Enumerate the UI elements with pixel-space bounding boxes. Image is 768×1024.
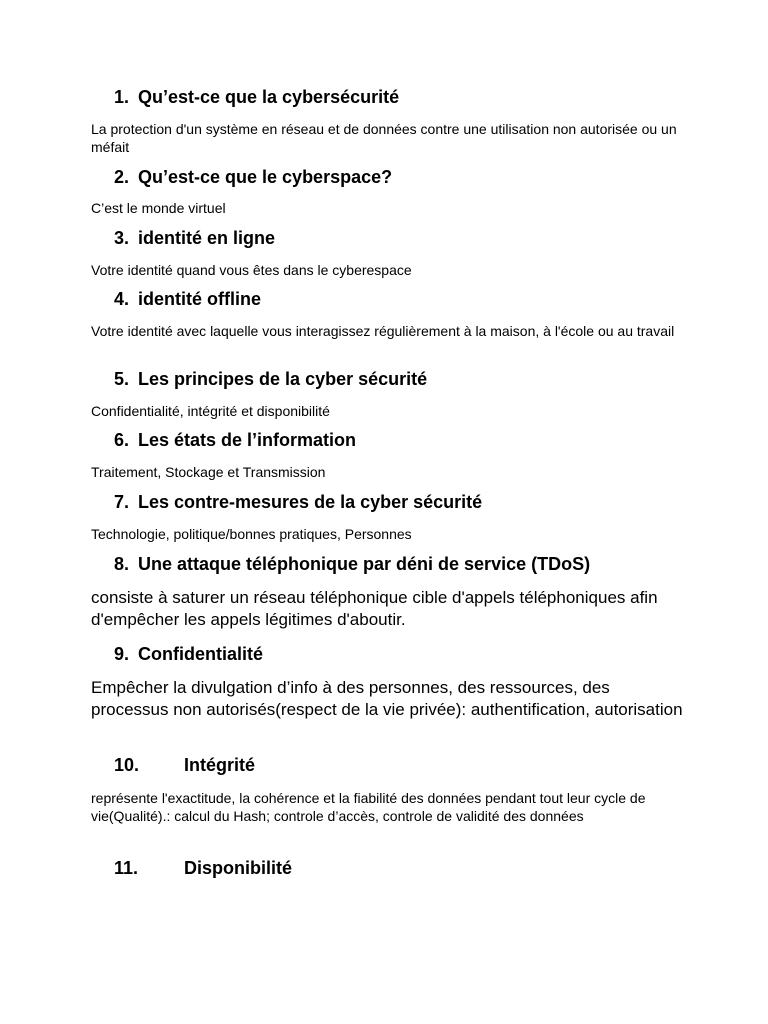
section-body-2: C’est le monde virtuel — [91, 200, 226, 216]
section-number: 2. — [114, 167, 130, 187]
section-number: 5. — [114, 369, 130, 389]
section-heading-9 — [114, 643, 263, 665]
section-heading-4 — [114, 288, 261, 310]
section-heading-8 — [114, 553, 590, 575]
section-body-3: Votre identité quand vous êtes dans le cyberespace — [91, 262, 412, 278]
section-heading-5 — [114, 368, 427, 390]
section-title: Disponibilité — [184, 858, 292, 878]
section-number: 4. — [114, 289, 130, 309]
section-heading-11 — [114, 857, 292, 879]
section-body-8: consiste à saturer un réseau téléphonique cible d'appels téléphoniques afin d'empêcher les appels légitimes d'aboutir. — [91, 588, 658, 629]
section-title: identité offline — [138, 289, 261, 309]
section-heading-7 — [114, 491, 482, 513]
section-number: 11. — [114, 858, 139, 878]
section-title: Les principes de la cyber sécurité — [138, 369, 428, 389]
section-number: 7. — [114, 492, 130, 512]
section-body-7: Technologie, politique/bonnes pratiques, Personnes — [91, 526, 412, 542]
section-heading-10 — [114, 754, 255, 776]
section-number: 8. — [114, 554, 130, 574]
section-heading-6 — [114, 429, 356, 451]
section-title: Qu’est-ce que la cybersécurité — [138, 87, 400, 107]
section-number: 1. — [114, 87, 130, 107]
section-body-6: Traitement, Stockage et Transmission — [91, 464, 326, 480]
section-title: Confidentialité — [138, 644, 263, 664]
section-heading-3 — [114, 227, 275, 249]
section-title: Une attaque téléphonique par déni de service (TDoS) — [138, 554, 591, 574]
section-title: Les contre-mesures de la cyber sécurité — [138, 492, 483, 512]
section-heading-1 — [114, 86, 399, 108]
section-body-4: Votre identité avec laquelle vous interagissez régulièrement à la maison, à l'école ou au travail — [91, 323, 675, 339]
section-number: 3. — [114, 228, 130, 248]
section-title: identité en ligne — [138, 228, 276, 248]
section-heading-2 — [114, 166, 392, 188]
section-body-5: Confidentialité, intégrité et disponibilité — [91, 403, 330, 419]
section-title: Qu’est-ce que le cyberspace? — [138, 167, 393, 187]
section-body-9: Empêcher la divulgation d’info à des personnes, des ressources, des processus non autorisés(respect de la vie privée): authentification, autorisation — [91, 678, 683, 719]
section-number: 9. — [114, 644, 130, 664]
section-number: 10. — [114, 755, 140, 775]
section-body-10: représente l'exactitude, la cohérence et la fiabilité des données pendant tout leur cycle de vie(Qualité).: calcul du Hash; controle d’accès, controle de validité des données — [91, 790, 646, 824]
section-title: Intégrité — [184, 755, 256, 775]
section-body-1: La protection d'un système en réseau et de données contre une utilisation non autorisée ou un méfait — [91, 121, 677, 155]
section-title: Les états de l’information — [138, 430, 357, 450]
section-number: 6. — [114, 430, 130, 450]
